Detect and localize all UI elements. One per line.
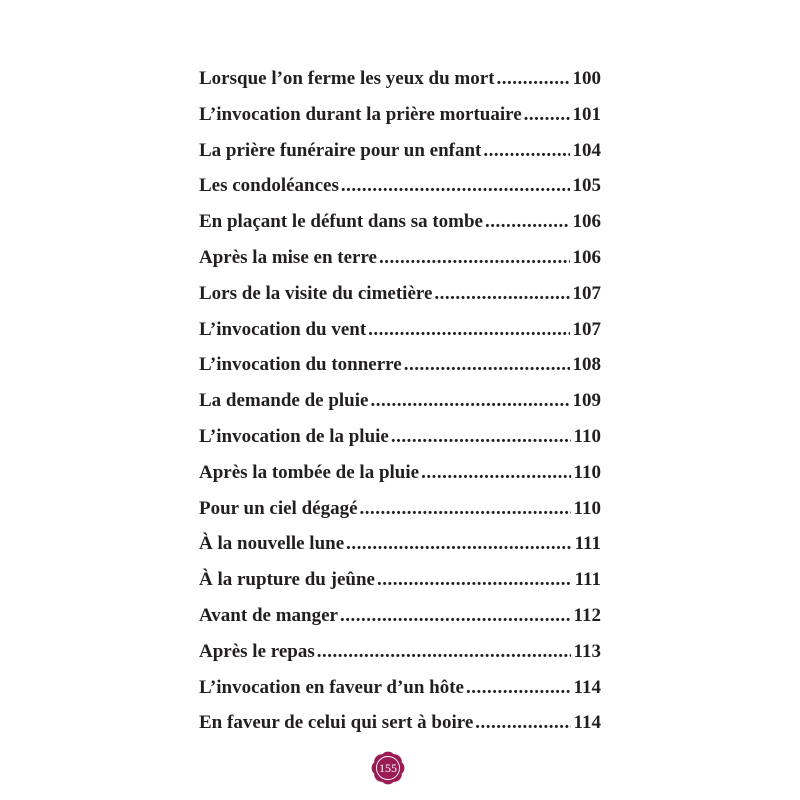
toc-entry-page: 114 [573, 712, 601, 734]
toc-entry-page: 107 [572, 282, 601, 304]
toc-entry [199, 276, 601, 312]
toc-dot-leader [485, 204, 570, 240]
toc-entry-title: L’invocation du vent [199, 318, 367, 340]
toc-entry [199, 240, 601, 276]
table-of-contents [199, 61, 601, 741]
page-number: 155 [379, 761, 397, 775]
toc-dot-leader [360, 491, 571, 527]
toc-entry-page: 113 [573, 640, 601, 662]
toc-entry-title: À la rupture du jeûne [199, 569, 375, 591]
toc-entry-title: Lorsque l’on ferme les yeux du mort [199, 68, 495, 89]
toc-entry-page: 104 [572, 139, 601, 161]
toc-entry-title: L’invocation durant la prière mortuaire [199, 103, 522, 125]
toc-entry [199, 562, 601, 598]
toc-entry-page: 105 [572, 175, 601, 197]
toc-entry [199, 419, 601, 455]
toc-entry-title: La demande de pluie [199, 390, 369, 412]
toc-dot-leader [524, 97, 570, 133]
toc-entry [199, 455, 601, 491]
toc-dot-leader [317, 634, 571, 670]
toc-entry-title: En faveur de celui qui sert à boire [199, 712, 474, 734]
toc-entry-page: 110 [573, 497, 601, 519]
toc-entry-page: 101 [572, 103, 601, 125]
toc-dot-leader [497, 61, 570, 97]
toc-entry-page: 111 [574, 533, 601, 555]
toc-dot-leader [370, 383, 569, 419]
toc-entry-title: Après la mise en terre [199, 246, 377, 268]
toc-dot-leader [341, 168, 570, 204]
toc-entry-title: La prière funéraire pour un enfant [199, 139, 482, 161]
toc-entry [199, 526, 601, 562]
toc-entry-title: Les condoléances [199, 175, 339, 197]
toc-entry [199, 61, 601, 97]
toc-entry-page: 112 [573, 604, 601, 626]
toc-dot-leader [466, 670, 571, 706]
toc-entry [199, 97, 601, 133]
toc-entry [199, 133, 601, 169]
toc-entry-title: L’invocation du tonnerre [199, 354, 402, 376]
toc-entry [199, 491, 601, 527]
toc-dot-leader [379, 240, 570, 276]
toc-entry [199, 204, 601, 240]
toc-entry [199, 634, 601, 670]
toc-dot-leader [391, 419, 571, 455]
toc-entry [199, 598, 601, 634]
toc-dot-leader [483, 133, 569, 169]
toc-entry-page: 100 [572, 68, 601, 89]
toc-entry-page: 108 [572, 354, 601, 376]
toc-entry-page: 114 [573, 676, 601, 698]
toc-entry-page: 111 [574, 569, 601, 591]
toc-entry-title: L’invocation en faveur d’un hôte [199, 676, 464, 698]
toc-dot-leader [346, 526, 571, 562]
toc-entry [199, 705, 601, 741]
toc-entry-page: 109 [572, 390, 601, 412]
toc-dot-leader [404, 347, 570, 383]
toc-entry-title: Après le repas [199, 640, 315, 662]
toc-entry-title: En plaçant le défunt dans sa tombe [199, 211, 483, 233]
toc-entry-page: 110 [573, 461, 601, 483]
toc-entry-title: Pour un ciel dégagé [199, 497, 358, 519]
toc-entry-title: Après la tombée de la pluie [199, 461, 420, 483]
toc-dot-leader [475, 705, 570, 741]
toc-entry-page: 110 [573, 425, 601, 447]
toc-entry-title: Avant de manger [199, 604, 338, 626]
toc-dot-leader [377, 562, 572, 598]
toc-entry-page: 107 [572, 318, 601, 340]
toc-dot-leader [434, 276, 569, 312]
page-number-badge [369, 749, 407, 787]
toc-entry [199, 347, 601, 383]
toc-entry [199, 312, 601, 348]
toc-entry-title: Lors de la visite du cimetière [199, 282, 433, 304]
toc-entry [199, 168, 601, 204]
toc-entry-page: 106 [572, 246, 601, 268]
toc-entry [199, 670, 601, 706]
toc-dot-leader [368, 312, 569, 348]
toc-entry [199, 383, 601, 419]
toc-dot-leader [421, 455, 570, 491]
toc-entry-page: 106 [572, 211, 601, 233]
toc-dot-leader [340, 598, 571, 634]
toc-entry-title: L’invocation de la pluie [199, 425, 389, 447]
toc-entry-title: À la nouvelle lune [199, 533, 345, 555]
